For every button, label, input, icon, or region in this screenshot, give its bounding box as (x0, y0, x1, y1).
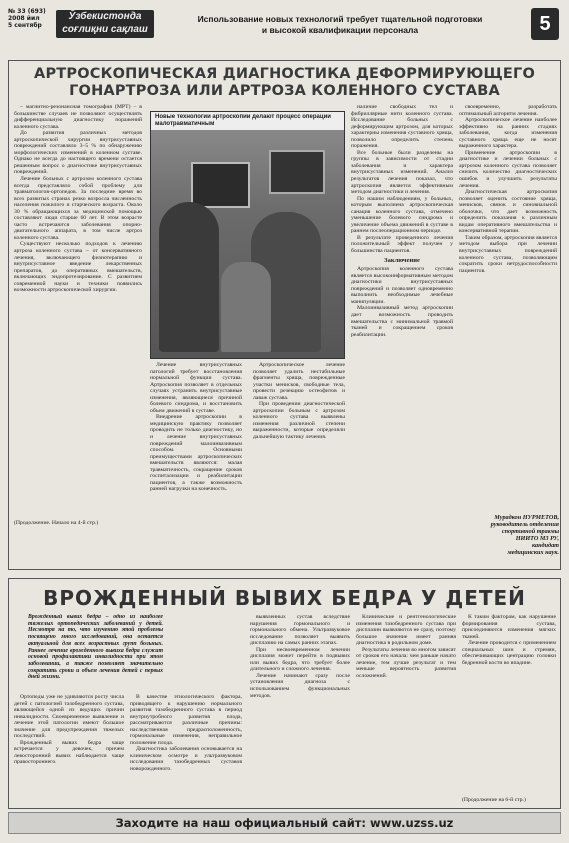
author-signature (459, 514, 559, 556)
paragraph: К таким факторам, как нарушение формирования сустава, присоединяются изменения мягких тканей. (462, 614, 556, 640)
slogan-line-2: и высокой квалификации персонала (261, 25, 419, 35)
paragraph: Артроскопическое лечение наиболее эффективно на ранних стадиях заболевания, когда изменения суставного хряща еще не носят выраженного характера. (459, 117, 557, 150)
issue-year: 2008 йил (8, 15, 40, 22)
paragraph: Лечение внутрисуставных патологий требует восстановления нормальной функции сустава. Артроскопия позволяет в отдельных случаях устранить внутрисуставные изменения, являющиеся причиной болевого синдрома, и восстановить объем движений в суставе. (150, 362, 242, 414)
article2-column-1 (14, 694, 124, 806)
article1-column-2 (150, 362, 242, 562)
author-degree: кандидат (532, 542, 559, 549)
title-line-2: ГОНАРТРОЗА ИЛИ АРТРОЗА КОЛЕННОГО СУСТАВА (69, 83, 500, 99)
paragraph: Артроскопия коленного сустава является высокоинформативным методом диагностики внутрисуставных повреждений и позволяет одновременно выполнить необходимые лечебные манипуляции. (351, 266, 453, 305)
paragraph: – магнитно-резонансная томография (МРТ) – в большинстве случаев не позволяют осуществлять дифференциальную диагностику поражений коленного сустава. (14, 104, 142, 130)
website-footer[interactable]: Заходите на наш официальный сайт: www.uzss.uz (8, 812, 561, 834)
paragraph: Применение артроскопии в диагностике и лечении больных с артрозом коленного сустава позволяет снизить количество диагностических ошибок и улучшить результаты лечения. (459, 149, 557, 189)
paragraph: Внедрение артроскопии в медицинскую практику позволяет проводить не только диагностику, но и лечение внутрисуставных повреждений малоинвазивным способом. Основными преимуществами артроскопических вмешательств являются: малая травматичность, сокращение сроков госпитализации и реабилитации пациентов, а также возможность ранней нагрузки на конечность. (150, 414, 242, 493)
paragraph: выявленных сустав вследствие нарушения гормонального и гормонального обмена. Ультразвуковое исследование позволяет выявить дисплазию на самых ранних этапах. (250, 614, 350, 647)
article-arthroscopy-title (8, 66, 561, 100)
paragraph: Клинические и рентгенологические изменения тазобедренного сустава при дисплазии выявляются не сразу, поэтому большое значение имеет ранняя диагностика в родильном доме. (356, 614, 456, 647)
paragraph: Таким образом, артроскопия является методом выбора при лечении внутрисуставных повреждений коленного сустава, позволяющим сократить сроки нетрудоспособности пациентов. (459, 234, 557, 274)
paragraph: Диагностическая артроскопия позволяет оценить состояние хряща, менисков, связок и синовиальной оболочки, что дает возможность определить показания к различным видам оперативного вмешательства и консервативной терапии. (459, 189, 557, 235)
issue-info (8, 8, 46, 29)
paragraph: В качестве этиологического фактора, приводящего к нарушению нормального развития тазобедренного сустава в период внутриутробного развития плода, рассматриваются различные причины: наследственная предрасположенность, гормональные изменения, неправильное положение плода. (130, 694, 242, 746)
article1-column-1 (14, 104, 142, 514)
paragraph: По нашим наблюдениям, у больных, которым выполнена артроскопическая санация коленного сустава, отмечено уменьшение болевого синдрома и увеличение объема движений в суставе в раннем послеоперационном периоде. (351, 195, 453, 235)
header-slogan (165, 14, 515, 36)
surgeon-figure (159, 202, 219, 352)
paragraph: своевременно, разработать оптимальный алгоритм лечения. (459, 104, 557, 117)
author-department: спортивной травмы (501, 528, 559, 535)
photo-caption: Новые технологии артроскопии делают процесс операции малотравматичным (151, 112, 344, 130)
newspaper-logo: Ўзбекистонда соғлиқни сақлаш (56, 10, 154, 38)
author-institute: НИИТО МЗ РУ, (515, 535, 559, 542)
article2-column-2 (130, 694, 242, 806)
issue-date: 5 сентябр (8, 22, 42, 29)
author-degree-field: медицинских наук. (507, 549, 559, 556)
article2-column-4 (356, 614, 456, 806)
paragraph: Диагностика заболевания основывается на клиническом осмотре и ультразвуковом исследовании тазобедренных суставов новорожденного. (130, 746, 242, 773)
paragraph: Лечение больных с артрозом коленного сустава всегда представляло собой проблему для травматологов-ортопедов. За последние время во всех развитых странах резко возросла численность населения пожилого и старческого возраста. Около 30 % обращающихся за медицинской помощью составляют люди старше 60 лет. В этом возрасте часто встречаются заболевания опорно-двигательного аппарата, в том числе артроз коленного сустава. (14, 176, 142, 241)
title-line-1: АРТРОСКОПИЧЕСКАЯ ДИАГНОСТИКА ДЕФОРМИРУЮЩЕГО (34, 66, 535, 82)
page-number: 5 (531, 8, 559, 40)
article2-column-5 (462, 614, 556, 796)
paragraph: При проведении диагностической артроскопии больным с артрозом коленного сустава выявлены изменения различной степени выраженности, которые определяли дальнейшую тактику лечения. (253, 401, 345, 441)
author-name: Мурадкон НУРМЕТОВ, (494, 514, 559, 521)
paragraph: Результаты лечения во многом зависят от сроков его начала: чем раньше начато лечение, тем лучше результат и тем меньше вероятность развития осложнений. (356, 646, 456, 679)
slogan-line-1: Использование новых технологий требует тщательной подготовки (197, 14, 483, 24)
paragraph: Ортопеды уже не удивляются росту числа детей с патологией тазобедренного сустава, являющейся одной из ведущих причин инвалидности. Своевременное выявление и лечение этой патологии имеют большое значение для предупреждения тяжелых последствий. (14, 694, 124, 740)
paragraph: Существуют несколько подходов к лечению артроза коленного сустава – от консервативного лечения, включающего физиотерапию и внутрисуставное введение лекарственных препаратов, до оперативных вмешательств, включающих эндопротезирование. С развитием современной науки и техники появились возможности артроскопической хирургии. (14, 241, 142, 294)
paragraph: Все больные были разделены на группы в зависимости от стадии заболевания и характера внутрисуставных изменений. Анализ результатов лечения показал, что артроскопия является эффективным методом диагностики и лечения. (351, 149, 453, 196)
page-header (0, 0, 569, 60)
paragraph: До развития различных методов артроскопической хирургии внутрисуставных повреждений составляло 3–5 % по обнаружению морфологических изменений в коленном суставе. Однако не всегда до настоящего времени остается решенным вопрос о диагностике внутрисуставных повреждений. (14, 130, 142, 176)
paragraph: наличие свободных тел и фибриллярные нити коленного сустава. Исследование больных с деформирующим артрозом, для которых характерны изменения суставного хряща, позволило определить степень поражения. (351, 104, 453, 150)
paragraph: Врожденный вывих бедра чаще встречается у девочек, причем левосторонний вывих наблюдается чаще правостороннего. (14, 739, 124, 766)
conclusion-heading: Заключение (384, 256, 420, 264)
paragraph: Лечение начинают сразу после установления диагноза с использованием функциональных методов. (250, 672, 350, 699)
issue-number: № 33 (693) (8, 8, 46, 15)
article1-column-4 (351, 104, 453, 560)
paragraph: Малоинвазивный метод артроскопии дает возможность проводить вмешательства с минимальной травмой тканей и сокращением сроков реабилитации. (351, 305, 453, 338)
article1-column-2-top (150, 104, 242, 108)
article-hip-dislocation-title: ВРОЖДЕННЫЙ ВЫВИХ БЕДРА У ДЕТЕЙ (43, 586, 526, 610)
paragraph: Артроскопическое лечение позволяет удалить нестабильные фрагменты хряща, поврежденные участки менисков, свободные тела, провести резекцию остеофитов и лаваж сустава. (253, 362, 345, 401)
paragraph: В результате проведенного лечения положительный эффект получен у большинства пациентов. (351, 234, 453, 255)
patient-figure (221, 262, 271, 352)
author-position: руководитель отделения (490, 521, 559, 528)
monitor-shape (269, 150, 325, 194)
continued-to-label: (Продолжение на 6-й стр.) (462, 797, 526, 803)
article1-column-5 (459, 104, 557, 510)
surgery-photo (150, 111, 345, 359)
monitor-shape (191, 162, 250, 208)
paragraph: Лечение проводится с применением специальных шин и стремян, обеспечивающих центрацию головки бедренной кости во впадине. (462, 640, 556, 666)
article1-column-3-bottom (253, 362, 345, 562)
continued-from-label: (Продолжение. Начало на 4-й стр.) (14, 520, 99, 526)
article2-column-3 (250, 614, 350, 806)
article2-lead: Врожденный вывих бедра – одно из наиболее тяжелых ортопедических заболеваний у детей. Несмотря на то, что изучению этой проблемы посвящено много исследований, она остается актуальной для всех возрастных групп больных. Раннее лечение врожденного вывиха бедра служит основой профилактики инвалидности при этом заболевании, а также позволяет значительно сократить сроки и объем лечения детей с первых дней жизни. (28, 614, 163, 681)
paragraph: При несвоевременном лечении дисплазия может перейти в подвывих или вывих бедра, что требует более длительного и сложного лечения. (250, 646, 350, 673)
